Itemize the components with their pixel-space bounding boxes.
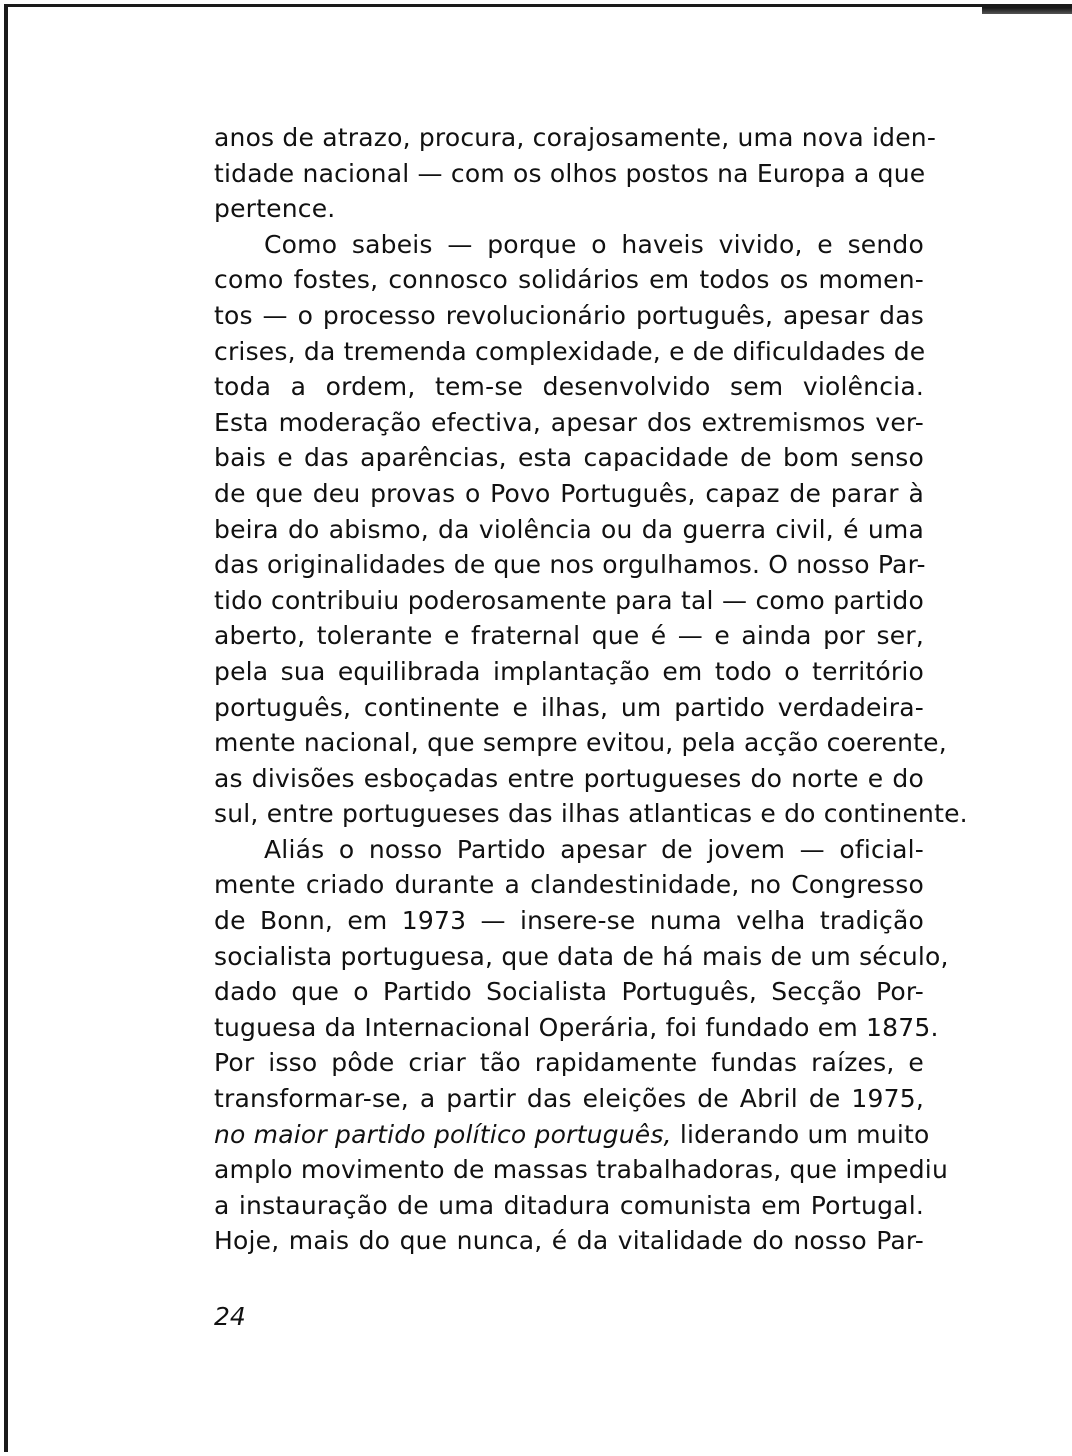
text-line: transformar-se, a partir das eleições de Abril de 1975, (214, 1084, 924, 1114)
text-line: anos de atrazo, procura, corajosamente, uma nova iden- (214, 123, 937, 152)
italic-phrase: no maior partido político português, (214, 1119, 672, 1149)
text-line: tido contribuiu poderosamente para tal — como partido (214, 585, 924, 615)
text-line: a instauração de uma ditadura comunista em Portugal. (214, 1190, 924, 1220)
scan-edge-left (4, 4, 8, 1452)
scan-edge-corner (982, 4, 1072, 14)
text-line: socialista portuguesa, que data de há mais de um século, (214, 941, 949, 971)
text-line: Hoje, mais do que nunca, é da vitalidade do nosso Par- (214, 1226, 924, 1256)
text-line: beira do abismo, da violência ou da guerra civil, é uma (214, 514, 924, 544)
text-line: mente criado durante a clandestinidade, no Congresso (214, 870, 924, 900)
text-line: Esta moderação efectiva, apesar dos extremismos ver- (214, 407, 924, 437)
text-line: tidade nacional — com os olhos postos na Europa a que (214, 158, 926, 188)
body-text (214, 120, 968, 1259)
text-line: Por isso pôde criar tão rapidamente fundas raízes, e (214, 1048, 924, 1078)
text-line: tuguesa da Internacional Operária, foi fundado em 1875. (214, 1012, 939, 1042)
text-line: pertence. (214, 194, 336, 224)
text-line: aberto, tolerante e fraternal que é — e ainda por ser, (214, 621, 924, 651)
text-line: tos — o processo revolucionário português, apesar das (214, 300, 924, 330)
text-line: de que deu provas o Povo Português, capaz de parar à (214, 478, 924, 508)
text-line: dado que o Partido Socialista Português, Secção Por- (214, 977, 924, 1007)
text-line: crises, da tremenda complexidade, e de dificuldades de (214, 336, 926, 366)
scan-edge-top (4, 4, 1072, 7)
text-line: sul, entre portugueses das ilhas atlanticas e do continente. (214, 799, 968, 829)
text-line: mente nacional, que sempre evitou, pela acção coerente, (214, 728, 947, 758)
text-line: de Bonn, em 1973 — insere-se numa velha tradição (214, 906, 924, 936)
text-line: Como sabeis — porque o haveis vivido, e sendo (264, 229, 924, 259)
text-line: como fostes, connosco solidários em todos os momen- (214, 265, 924, 295)
text-line: toda a ordem, tem-se desenvolvido sem violência. (214, 372, 924, 402)
text-line: Aliás o nosso Partido apesar de jovem — oficial- (264, 834, 924, 864)
text-line: pela sua equilibrada implantação em todo o território (214, 656, 924, 686)
text-line: português, continente e ilhas, um partido verdadeira- (214, 692, 924, 722)
page-number: 24 (214, 1302, 246, 1331)
text-line: no maior partido político português, liderando um muito (214, 1119, 930, 1149)
text-line: bais e das aparências, esta capacidade de bom senso (214, 443, 924, 473)
text-line: amplo movimento de massas trabalhadoras, que impediu (214, 1155, 948, 1185)
text-line: das originalidades de que nos orgulhamos. O nosso Par- (214, 550, 926, 580)
text-line: as divisões esboçadas entre portugueses do norte e do (214, 763, 924, 793)
